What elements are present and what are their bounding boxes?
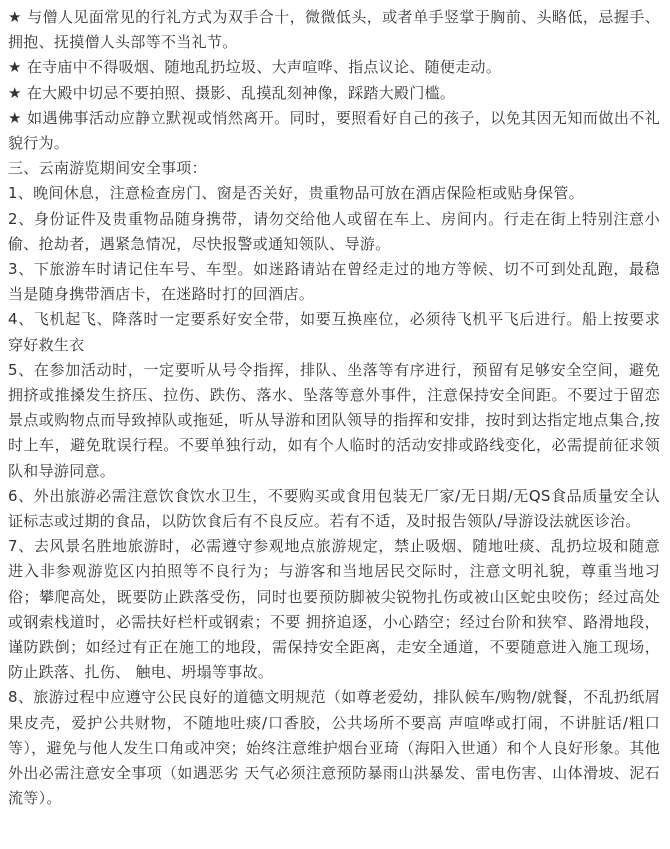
article-body: [8, 5, 660, 812]
safety-item-7: 7、去风景名胜地旅游时，必需遵守参观地点旅游规定，禁止吸烟、随地吐痰、乱扔垃圾和随意进入非参观游览区内拍照等不良行为；与游客和当地居民交际时，注意文明礼貌，尊重当地习俗；攀爬高处，既要防止跌落受伤，同时也要预防脚被尖锐物扎伤或被山区蛇虫咬伤；经过高处或钢索栈道时，必需扶好栏杆或钢索；不要 拥挤追逐，小心踏空；经过台阶和狭窄、路滑地段，谨防跌倒；如经过有正在施工的地段，需保持安全距离，走安全通道，不要随意进入施工现场，防止跌落、扎伤、 触电、坍塌等事故。: [8, 537, 660, 682]
safety-item-4: 4、飞机起飞、降落时一定要系好安全带，如要互换座位，必须待飞机平飞后进行。船上按要求穿好救生衣: [8, 310, 660, 354]
etiquette-no-photo-paragraph: ★ 在大殿中切忌不要拍照、摄影、乱摸乱刻神像，踩踏大殿门槛。: [8, 83, 456, 102]
section-heading: 三、云南游览期间安全事项：: [8, 159, 207, 178]
safety-item-1: 1、晚间休息，注意检查房门、窗是否关好，贵重物品可放在酒店保险柜或贴身保管。: [8, 184, 584, 203]
safety-item-6: 6、外出旅游必需注意饮食饮水卫生，不要购买或食用包装无厂家/无日期/无QS食品质量安全认证标志或过期的食品，以防饮食后有不良反应。若有不适，及时报告领队/导游设法就医诊治。: [8, 486, 660, 531]
etiquette-greeting-paragraph: ★ 与僧人见面常见的行礼方式为双手合十，微微低头，或者单手竖掌于胸前、头略低，忌握手、拥抱、抚摸僧人头部等不当礼节。: [8, 8, 660, 52]
etiquette-ceremony-paragraph: ★ 如遇佛事活动应静立默视或悄然离开。同时，要照看好自己的孩子，以免其因无知而做出不礼貌行为。: [8, 108, 660, 153]
safety-item-5: 5、在参加活动时，一定要听从号令指挥，排队、坐落等有序进行，预留有足够安全空间，避免拥挤或推搡发生挤压、拉伤、跌伤、落水、坠落等意外事件，注意保持安全间距。不要过于留恋景点或购物点而导致掉队或拖延，听从导游和团队领导的指挥和安排，按时到达指定地点集合,按时上车，避免耽误行程。不要单独行动，如有个人临时的活动安排或路线变化，必需提前征求领队和导游同意。: [8, 360, 660, 480]
safety-item-8: 8、旅游过程中应遵守公民良好的道德文明规范（如尊老爱幼，排队候车/购物/就餐，不乱扔纸屑果皮壳，爱护公共财物，不随地吐痰/口香胶，公共场所不要高 声喧哗或打闹，不讲脏话/粗口等），避免与他人发生口角或冲突；始终注意维护烟台亚琦（海阳入世通）和个人良好形象。其他外出必需注意安全事项（如遇恶劣 天气必须注意预防暴雨山洪暴发、雷电伤害、山体滑坡、泥石流等）。: [8, 688, 660, 808]
safety-item-2: 2、身份证件及贵重物品随身携带，请勿交给他人或留在车上、房间内。行走在街上特别注意小偷、抢劫者，遇紧急情况，尽快报警或通知领队、导游。: [8, 209, 660, 253]
etiquette-no-smoking-paragraph: ★ 在寺庙中不得吸烟、随地乱扔垃圾、大声喧哗、指点议论、随便走动。: [8, 58, 502, 77]
safety-item-3: 3、下旅游车时请记住车号、车型。如迷路请站在曾经走过的地方等候、切不可到处乱跑，最稳当是随身携带酒店卡，在迷路时打的回酒店。: [8, 260, 660, 304]
